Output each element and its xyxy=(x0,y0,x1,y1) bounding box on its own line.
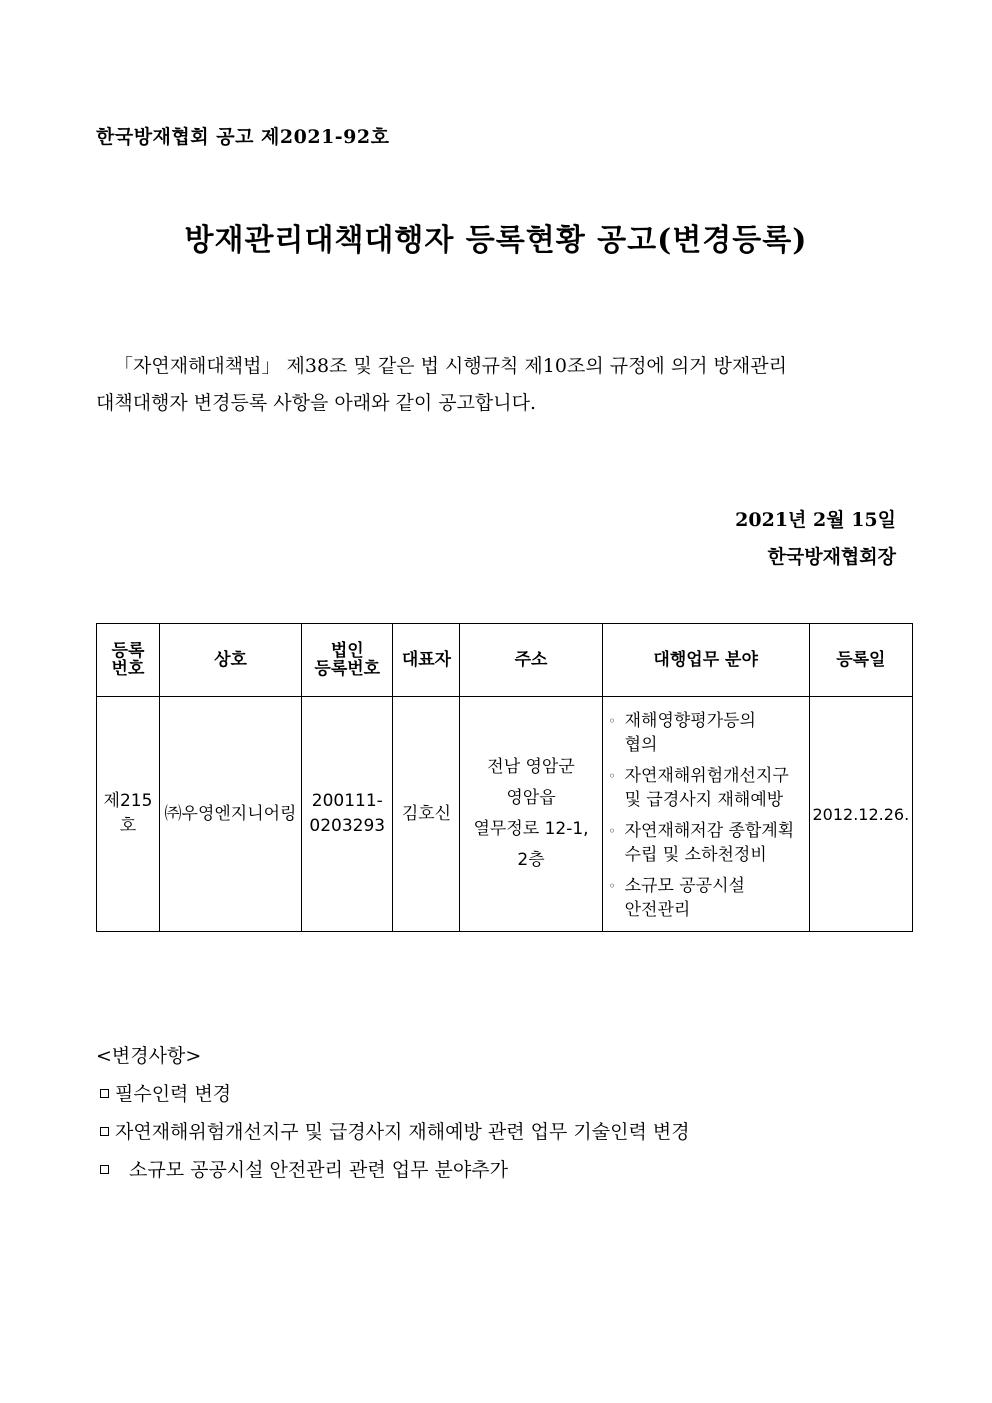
cell-text: 200111- xyxy=(311,791,383,811)
list-item xyxy=(607,764,805,812)
business-list xyxy=(607,709,805,922)
header-text: 법인 xyxy=(330,641,364,661)
list-item xyxy=(607,874,805,922)
square-bullet-icon xyxy=(100,1165,109,1174)
square-bullet-icon xyxy=(100,1127,109,1136)
list-item xyxy=(607,709,805,757)
cell-text: 영암읍 xyxy=(506,788,556,808)
cell-text: 열무정로 12-1, xyxy=(473,819,589,839)
list-item xyxy=(96,1113,690,1151)
list-item-text: 안전관리 xyxy=(624,899,691,920)
header-corp-no xyxy=(302,624,393,697)
square-bullet-icon xyxy=(100,1089,109,1098)
list-item-text: 및 급경사지 재해예방 xyxy=(624,789,784,810)
cell-business xyxy=(602,697,809,932)
notice-body xyxy=(96,348,896,422)
list-item-text: 자연재해위험개선지구 xyxy=(624,765,789,786)
list-item xyxy=(607,819,805,867)
table-row xyxy=(97,697,913,932)
change-item-text: 소규모 공공시설 안전관리 관련 업무 분야추가 xyxy=(129,1159,508,1181)
list-item-text: 수립 및 소하천정비 xyxy=(624,844,767,865)
cell-corp-no xyxy=(302,697,393,932)
notice-body-line: 대책대행자 변경등록 사항을 아래와 같이 공고합니다. xyxy=(96,392,537,414)
notice-number: 한국방재협회 공고 제2021-92호 xyxy=(96,126,390,148)
list-item xyxy=(96,1151,690,1189)
list-item xyxy=(96,1075,690,1113)
header-reg-no xyxy=(97,624,160,697)
notice-body-line: 「자연재해대책법」 제38조 및 같은 법 시행규칙 제10조의 규정에 의거 방재관리 xyxy=(114,355,787,377)
cell-text: 전남 영암군 xyxy=(487,757,575,777)
cell-company: ㈜우영엔지니어링 xyxy=(159,697,301,932)
bullet-icon: ◦ xyxy=(608,878,616,893)
changes-section xyxy=(96,1037,690,1189)
header-text: 등록번호 xyxy=(314,659,381,679)
cell-reg-date: 2012.12.26. xyxy=(809,697,912,932)
notice-date: 2021년 2월 15일 xyxy=(735,509,896,531)
change-item-text: 필수인력 변경 xyxy=(115,1083,232,1105)
bullet-icon: ◦ xyxy=(608,768,616,783)
bullet-icon: ◦ xyxy=(608,713,616,728)
registry-table xyxy=(96,623,913,932)
list-item-text: 협의 xyxy=(624,734,658,755)
change-item-text: 자연재해위험개선지구 및 급경사지 재해예방 관련 업무 기술인력 변경 xyxy=(115,1121,690,1143)
changes-heading: <변경사항> xyxy=(96,1045,202,1067)
header-company: 상호 xyxy=(159,624,301,697)
header-address: 주소 xyxy=(460,624,602,697)
notice-signer: 한국방재협회장 xyxy=(767,546,896,568)
header-reg-date: 등록일 xyxy=(809,624,912,697)
list-item-text: 소규모 공공시설 xyxy=(624,875,745,896)
header-text: 번호 xyxy=(111,659,145,679)
list-item-text: 자연재해저감 종합계획 xyxy=(624,820,795,841)
page-title: 방재관리대책대행자 등록현황 공고(변경등록) xyxy=(184,223,808,258)
cell-text: 0203293 xyxy=(309,816,386,836)
cell-reg-no: 제215호 xyxy=(97,697,160,932)
table-header-row xyxy=(97,624,913,697)
header-text: 등록 xyxy=(111,641,145,661)
cell-text: 2층 xyxy=(517,850,545,870)
cell-representative: 김호신 xyxy=(393,697,460,932)
bullet-icon: ◦ xyxy=(608,823,616,838)
list-item-text: 재해영향평가등의 xyxy=(624,710,756,731)
header-business: 대행업무 분야 xyxy=(602,624,809,697)
cell-address xyxy=(460,697,602,932)
header-representative: 대표자 xyxy=(393,624,460,697)
